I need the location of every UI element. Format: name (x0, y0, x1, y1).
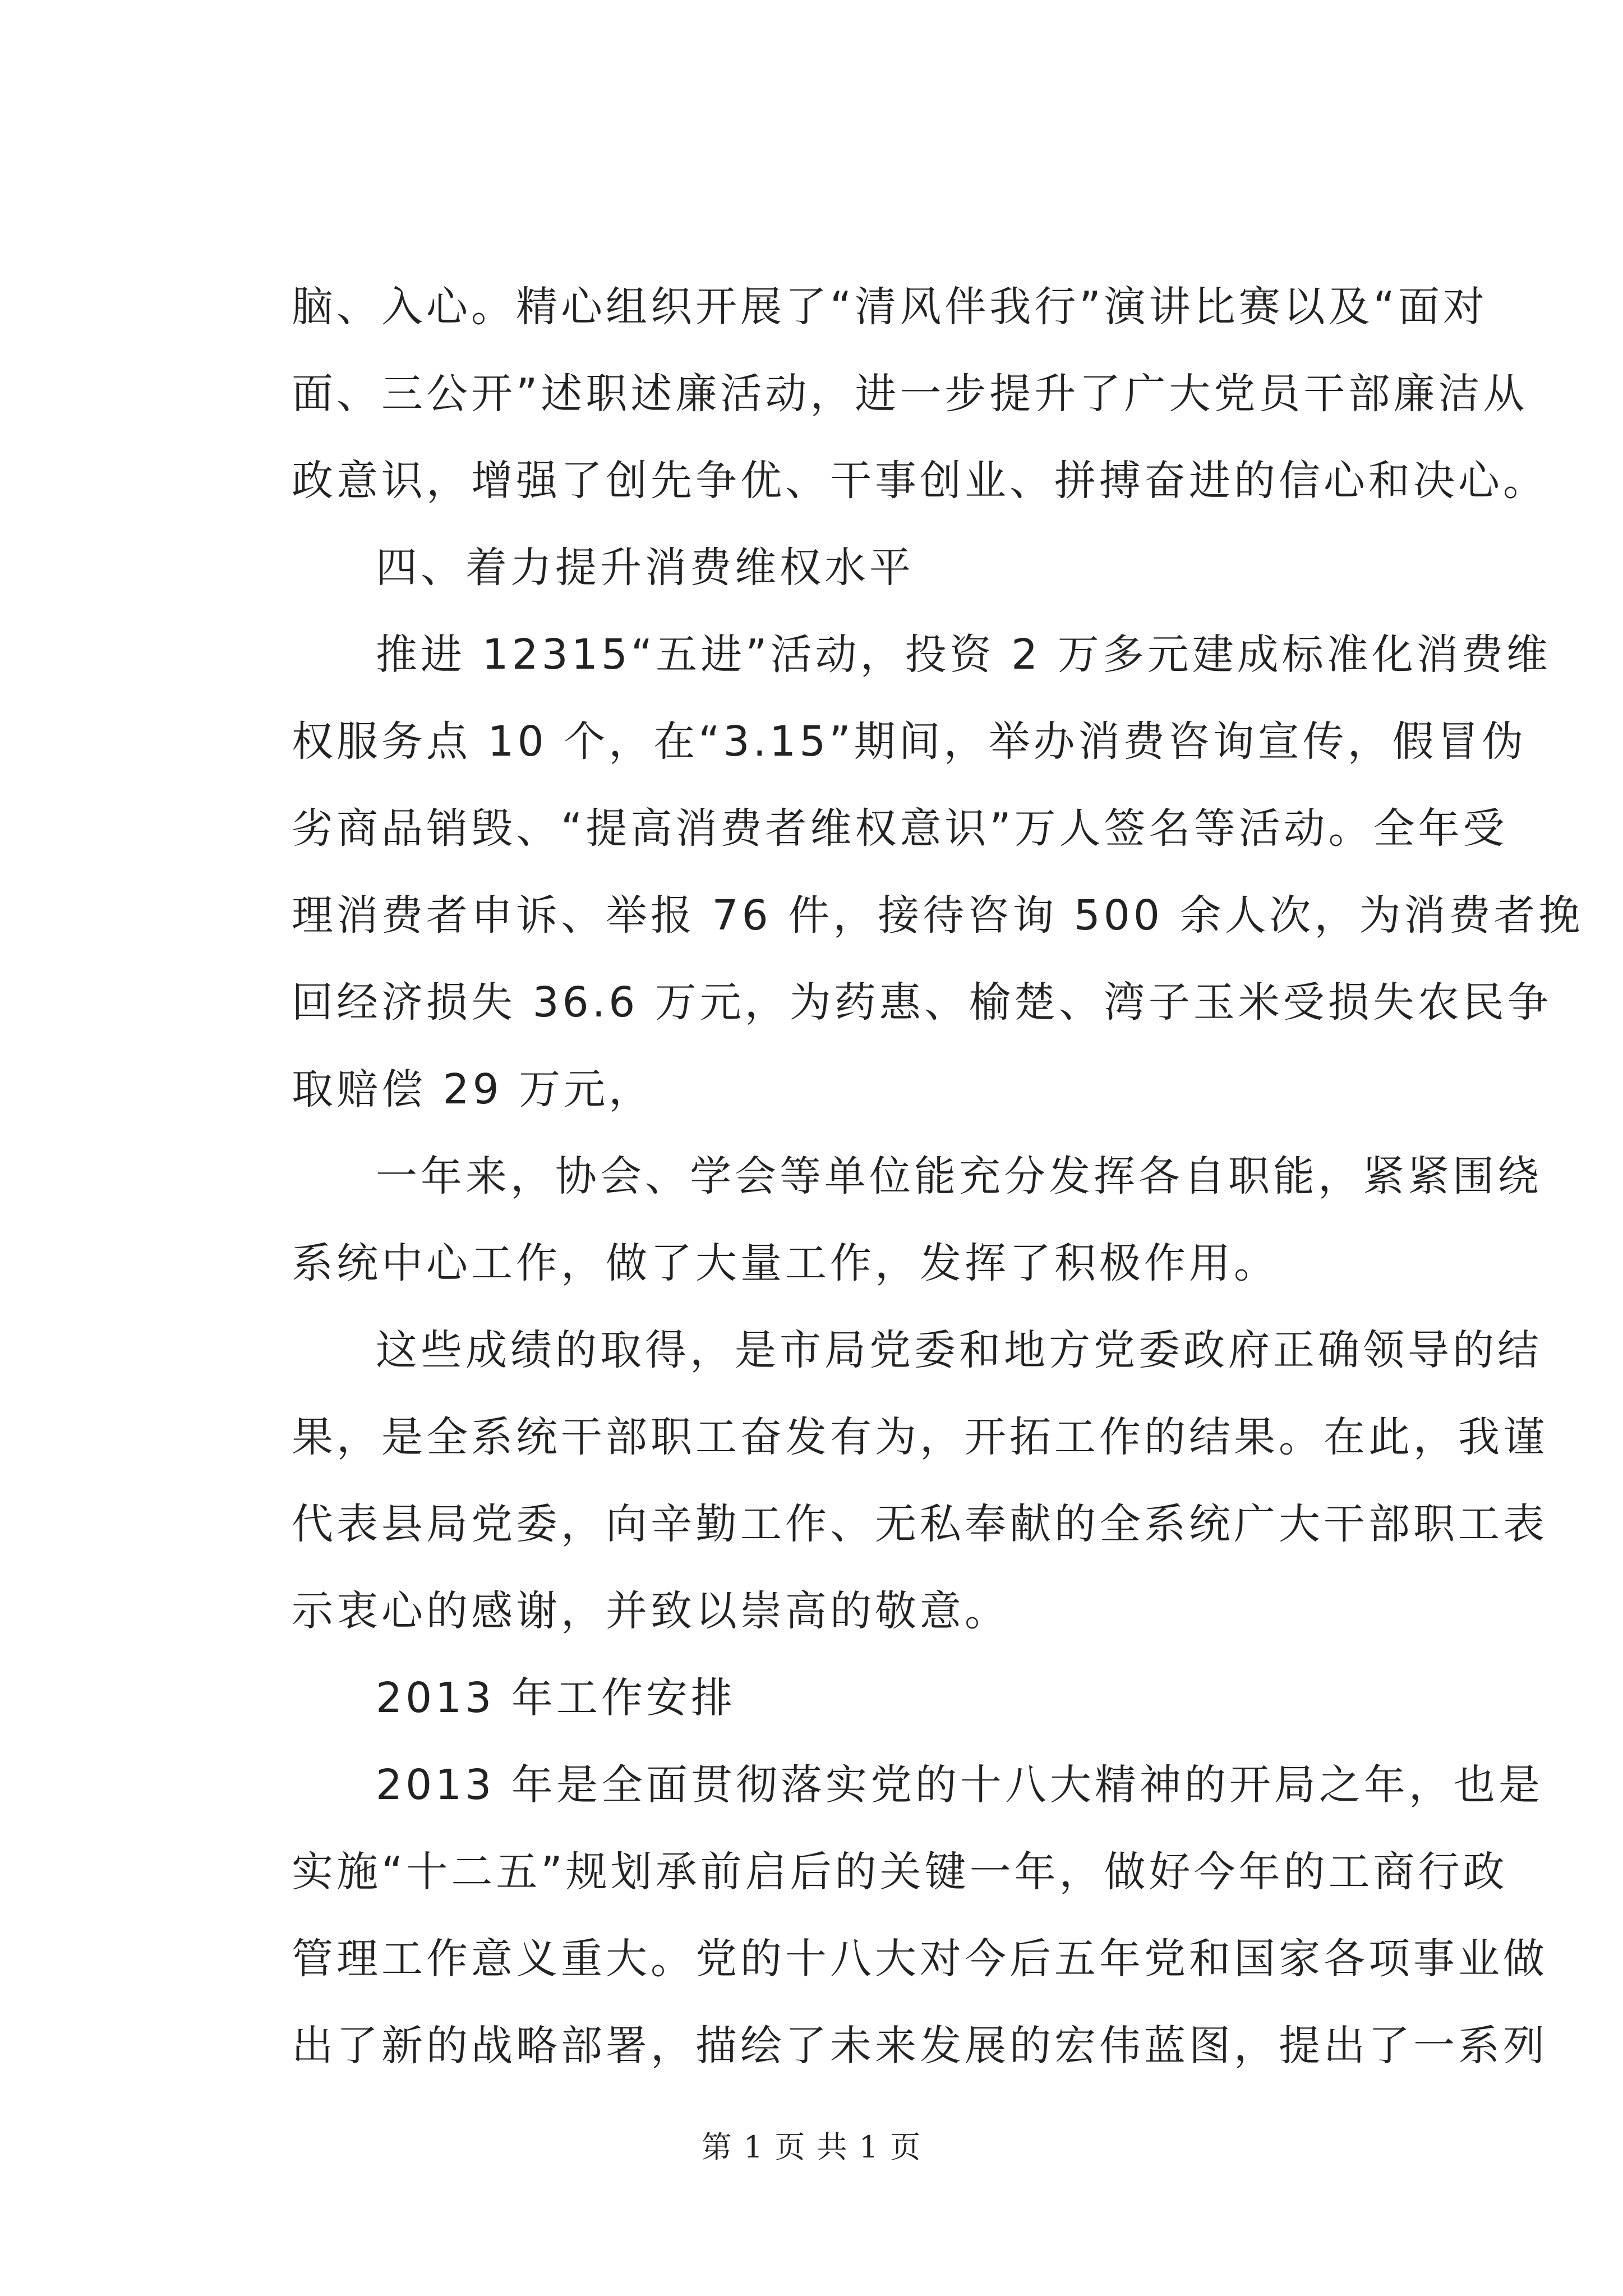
text-line: 出了新的战略部署，描绘了未来发展的宏伟蓝图，提出了一系列 (292, 2022, 1548, 2070)
text-line: 面、三公开”述职述廉活动，进一步提升了广大党员干部廉洁从 (292, 370, 1528, 418)
text-line: 示衷心的感谢，并致以崇高的敬意。 (292, 1587, 1009, 1635)
text-line: 管理工作意义重大。党的十八大对今后五年党和国家各项事业做 (292, 1935, 1548, 1983)
text-line: 系统中心工作，做了大量工作，发挥了积极作用。 (292, 1239, 1279, 1287)
text-line: 果，是全系统干部职工奋发有为，开拓工作的结果。在此，我谨 (292, 1413, 1548, 1461)
text-line: 回经济损失 36.6 万元，为药惠、榆楚、湾子玉米受损失农民争 (292, 978, 1552, 1027)
section-heading: 四、着力提升消费维权水平 (376, 544, 914, 592)
text-line: 取赔偿 29 万元， (292, 1065, 654, 1114)
text-line: 推进 12315“五进”活动，投资 2 万多元建成标准化消费维 (376, 631, 1551, 679)
page-number-footer: 第 1 页 共 1 页 (701, 2129, 922, 2165)
text-line: 脑、入心。精心组织开展了“清风伴我行”演讲比赛以及“面对 (292, 283, 1488, 331)
text-line: 代表县局党委，向辛勤工作、无私奉献的全系统广大干部职工表 (292, 1500, 1548, 1548)
text-line: 一年来，协会、学会等单位能充分发挥各自职能，紧紧围绕 (376, 1152, 1542, 1200)
text-line: 理消费者申诉、举报 76 件，接待咨询 500 余人次，为消费者挽 (292, 891, 1584, 940)
text-line: 实施“十二五”规划承前启后的关键一年，做好今年的工商行政 (292, 1848, 1508, 1896)
text-line: 政意识，增强了创先争优、干事创业、拼搏奋进的信心和决心。 (292, 457, 1548, 505)
text-line: 2013 年是全面贯彻落实党的十八大精神的开局之年，也是 (376, 1761, 1543, 1809)
section-heading: 2013 年工作安排 (376, 1674, 736, 1722)
text-line: 这些成绩的取得，是市局党委和地方党委政府正确领导的结 (376, 1326, 1542, 1374)
document-body (292, 264, 1584, 2090)
text-line: 劣商品销毁、“提高消费者维权意识”万人签名等活动。全年受 (292, 804, 1508, 853)
text-line: 权服务点 10 个，在“3.15”期间，举办消费咨询宣传，假冒伪 (292, 717, 1527, 766)
